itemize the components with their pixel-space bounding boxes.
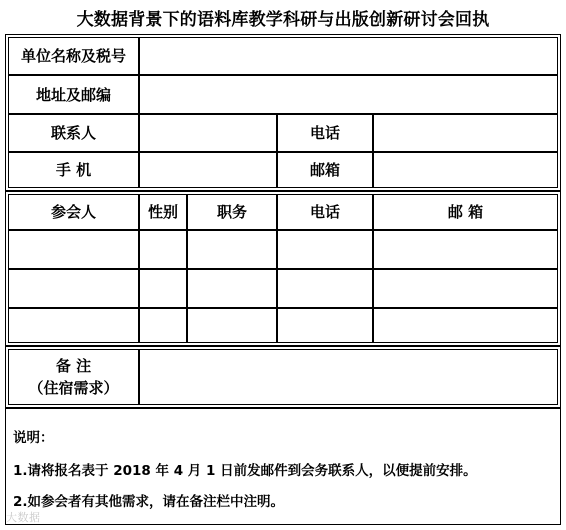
- participant-row-1-position[interactable]: [187, 230, 277, 269]
- email-field[interactable]: [373, 152, 558, 188]
- participant-position-header: 职务: [187, 194, 277, 230]
- participant-row-3-position[interactable]: [187, 308, 277, 343]
- email-label: 邮箱: [277, 152, 373, 188]
- notes-heading: 说明：: [13, 430, 54, 446]
- contact-person-label: 联系人: [8, 114, 139, 152]
- participant-row-3-gender[interactable]: [139, 308, 187, 343]
- participant-row-2-email[interactable]: [373, 269, 558, 308]
- mobile-field[interactable]: [139, 152, 277, 188]
- participant-phone-header: 电话: [277, 194, 373, 230]
- unit-name-field[interactable]: [139, 37, 558, 75]
- participant-row-1-phone[interactable]: [277, 230, 373, 269]
- participant-row-2-position[interactable]: [187, 269, 277, 308]
- notes-item-2: 2.如参会者有其他需求，请在备注栏中注明。: [13, 494, 285, 510]
- mobile-label: 手 机: [8, 152, 139, 188]
- participant-row-2-phone[interactable]: [277, 269, 373, 308]
- participant-name-header: 参会人: [8, 194, 139, 230]
- participant-row-3-email[interactable]: [373, 308, 558, 343]
- remarks-field[interactable]: [139, 349, 558, 405]
- remarks-label-line2: （住宿需求）: [28, 379, 119, 397]
- address-field[interactable]: [139, 75, 558, 114]
- contact-person-field[interactable]: [139, 114, 277, 152]
- remarks-label-line1: 备 注: [55, 357, 92, 375]
- participant-email-header: 邮 箱: [373, 194, 558, 230]
- participant-row-2-name[interactable]: [8, 269, 139, 308]
- participant-row-1-gender[interactable]: [139, 230, 187, 269]
- participant-row-2-gender[interactable]: [139, 269, 187, 308]
- participant-row-1-email[interactable]: [373, 230, 558, 269]
- remarks-label: [8, 349, 139, 405]
- phone-field[interactable]: [373, 114, 558, 152]
- watermark: 大数据: [6, 511, 41, 524]
- phone-label: 电话: [277, 114, 373, 152]
- participant-row-1-name[interactable]: [8, 230, 139, 269]
- page-title: 大数据背景下的语料库教学科研与出版创新研讨会回执: [76, 10, 490, 30]
- participant-row-3-phone[interactable]: [277, 308, 373, 343]
- notes-item-1: 1.请将报名表于 2018 年 4 月 1 日前发邮件到会务联系人，以便提前安排。: [13, 463, 477, 479]
- address-label: 地址及邮编: [8, 75, 139, 114]
- participant-gender-header: 性别: [139, 194, 187, 230]
- participant-row-3-name[interactable]: [8, 308, 139, 343]
- unit-name-label: 单位名称及税号: [8, 37, 139, 75]
